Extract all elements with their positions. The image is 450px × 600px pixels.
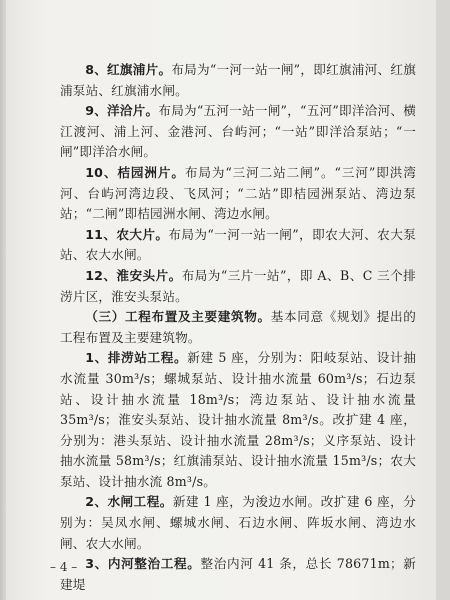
paragraph-text: 布局为“三河二站二闸”。“三河”即洪湾河、台屿河湾边段、飞凤河；“二站”即桔园洲泵站、湾边泵站；“二闸”即桔园洲水闸、湾边水闸。: [60, 164, 416, 222]
paragraph-text: 布局为“一河一站一闸”，即农大河、农大泵站、农大水闸。: [60, 226, 416, 263]
paragraph-juyuanzhou: [60, 163, 416, 225]
paragraph-text: 布局为“一河一站一闸”，即红旗浦河、红旗浦泵站、红旗浦水闸。: [60, 62, 416, 98]
paragraph-text: 布局为“三片一站”，即 A、B、C 三个排涝片区，淮安头泵站。: [60, 267, 416, 304]
paragraph-text: 整治内河 41 条，总长 78671m；新建堤: [60, 556, 416, 592]
paragraph-huaiantou: [60, 266, 416, 307]
section-heading: 8、红旗浦片。: [85, 62, 172, 77]
paragraph-text: 新建 5 座，分别为：阳岐泵站、设计抽水流量 30m³/s；螺城泵站、设计抽水流量 60m³/s；石边泵站、设计抽水流量 18m³/s；湾边泵站、设计抽水流量 35m³/s；淮安头泵站、设计抽水流量 8m³/s。改扩建 4 座，分别为：港头泵站、设计抽水流量 28m³/s；义序泵站、设计抽水流量 58m³/s；红旗浦泵站、设计抽水流量 15m³/s；农大泵站、设计抽水流 8m³/s。: [60, 350, 416, 489]
section-heading: 2、水闸工程。: [85, 494, 173, 510]
document-body: [60, 60, 416, 595]
paragraph-yangqia: [60, 101, 416, 163]
page-number: – 4 –: [50, 560, 78, 574]
page-edge-shadow: [0, 0, 6, 600]
paragraph-text: 基本同意《规划》提出的工程布置及主要建筑物。: [60, 309, 416, 345]
paragraph-inner-river: [60, 554, 416, 595]
paragraph-engineering-layout: [60, 307, 416, 348]
paragraph-nongda: [60, 225, 416, 266]
paragraph-text: 新建 1 座，为浚边水闸。改扩建 6 座，分别为：吴凤水闸、螺城水闸、石边水闸、阵坂水闸、湾边水闸、农大水闸。: [60, 494, 416, 551]
section-heading: 12、淮安头片。: [85, 267, 182, 283]
section-heading: 10、桔园洲片。: [85, 164, 185, 180]
section-heading: （三）工程布置及主要建筑物。: [85, 309, 271, 325]
paragraph-text: 布局为“五河一站一闸”，“五河”即洋洽河、横江渡河、浦上河、金港河、台屿河；“一站”即洋洽泵站；“一闸”即洋洽水闸。: [60, 103, 417, 160]
section-heading: 11、农大片。: [85, 226, 169, 242]
section-heading: 1、排涝站工程。: [85, 350, 188, 366]
section-heading: 3、内河整治工程。: [85, 556, 201, 572]
document-page: [6, 0, 436, 600]
section-heading: 9、洋洽片。: [85, 103, 159, 119]
paragraph-hongqipu: [60, 60, 416, 101]
paragraph-pump-stations: [60, 348, 416, 492]
paragraph-sluice-gates: [60, 492, 416, 554]
